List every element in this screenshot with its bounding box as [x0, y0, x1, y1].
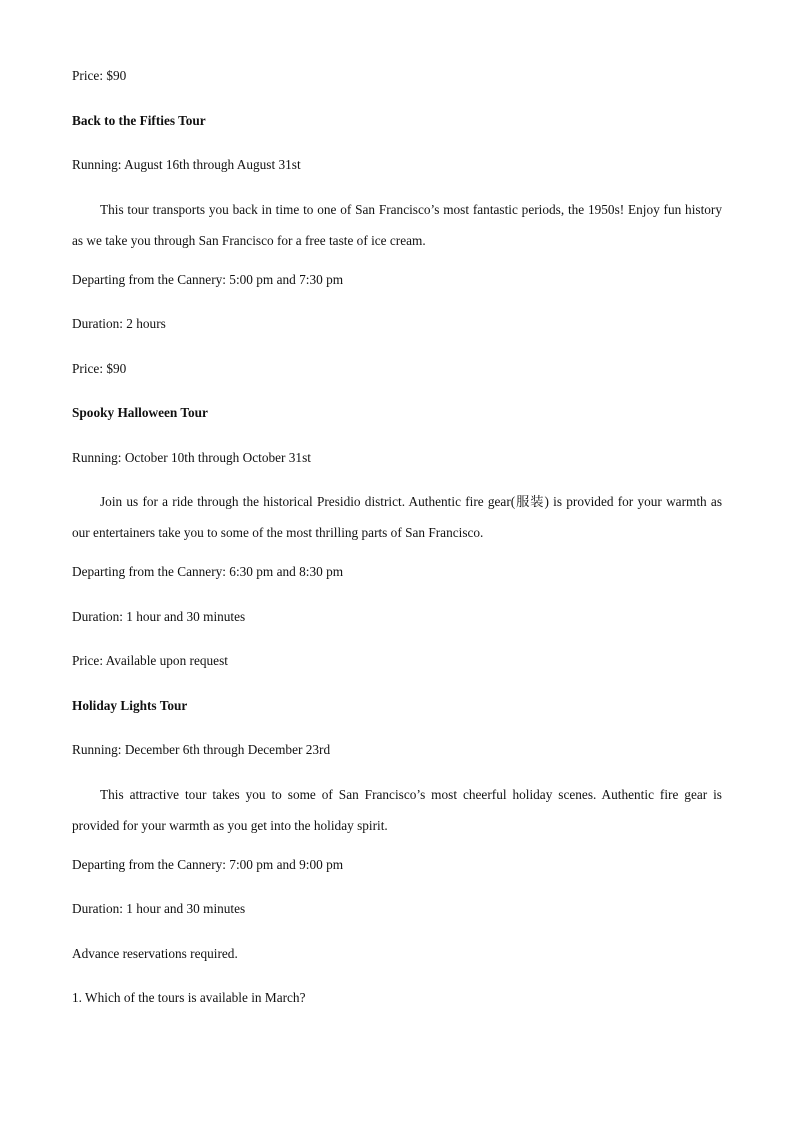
running-line: Running: December 6th through December 23rd: [72, 742, 331, 757]
price-line: Price: Available upon request: [72, 653, 228, 668]
question-1: 1. Which of the tours is available in March?: [72, 990, 306, 1005]
departure-line: Departing from the Cannery: 5:00 pm and 7:30 pm: [72, 271, 344, 287]
tour-description: This attractive tour takes you to some of San Francisco’s most cheerful holiday scenes. Authentic fire gear is provided for your warmth as you get into the holiday spirit.: [72, 786, 722, 833]
running-line: Running: August 16th through August 31st: [72, 157, 301, 172]
departure-line: Departing from the Cannery: 7:00 pm and 9:00 pm: [72, 856, 344, 872]
departure-line: Departing from the Cannery: 6:30 pm and 8:30 pm: [72, 564, 344, 579]
tour-heading-fifties: Back to the Fifties Tour: [72, 112, 206, 128]
price-line: Price: $90: [72, 360, 127, 376]
reservation-note: Advance reservations required.: [72, 945, 238, 961]
duration-line: Duration: 1 hour and 30 minutes: [72, 608, 246, 624]
running-line: Running: October 10th through October 31st: [72, 449, 311, 465]
duration-line: Duration: 2 hours: [72, 316, 166, 331]
document-body: [72, 66, 722, 1033]
tour-heading-halloween: Spooky Halloween Tour: [72, 405, 208, 420]
duration-line: Duration: 1 hour and 30 minutes: [72, 901, 246, 916]
price-line: Price: $90: [72, 68, 127, 83]
tour-description: Join us for a ride through the historical Presidio district. Authentic fire gear(服装) is provided for your warmth as our entertainers take you to some of the most thrilling parts of San Francisco.: [72, 494, 722, 540]
tour-heading-holiday-lights: Holiday Lights Tour: [72, 697, 188, 713]
tour-description: This tour transports you back in time to one of San Francisco’s most fantastic periods, the 1950s! Enjoy fun history as we take you through San Francisco for a free taste of ice cream.: [72, 201, 722, 248]
